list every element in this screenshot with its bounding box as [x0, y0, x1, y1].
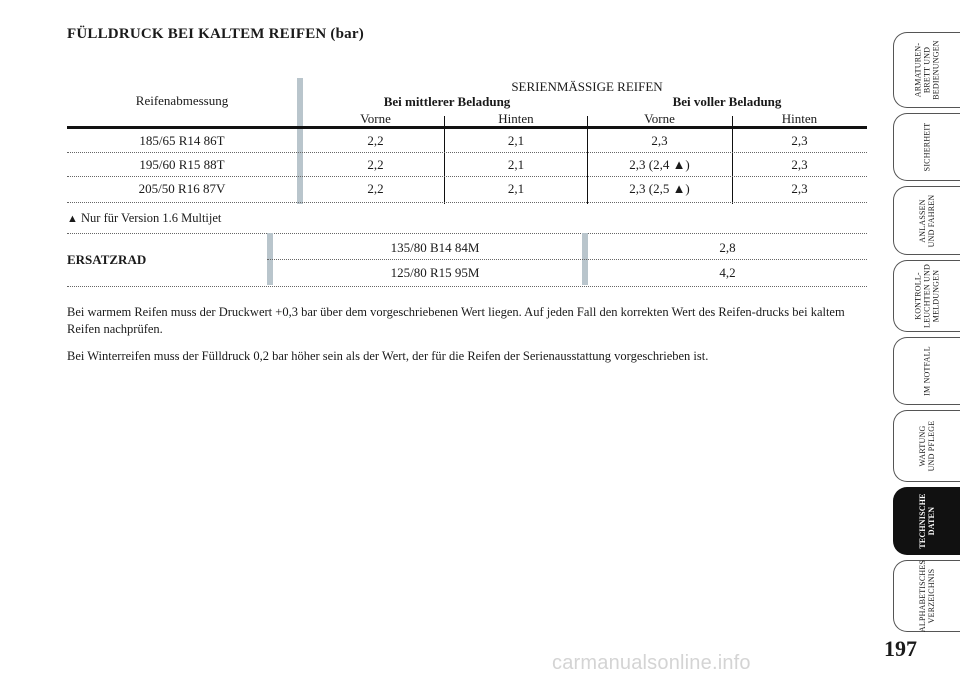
row-divider: [67, 202, 867, 203]
page-number: 197: [884, 636, 917, 661]
page-title: FÜLLDRUCK BEI KALTEM REIFEN (bar): [67, 26, 364, 42]
watermark: carmanualsonline.info: [552, 652, 751, 674]
tab-label: ANLASSEN UND FAHREN: [918, 194, 936, 247]
tab-emergency[interactable]: [893, 337, 960, 405]
header-full-rear: Hinten: [781, 111, 818, 126]
tab-starting-driving[interactable]: [893, 186, 960, 255]
triangle-icon: ▲: [67, 213, 78, 225]
header-mid-rear: Hinten: [498, 111, 534, 126]
value-cell: 2,3: [791, 181, 808, 196]
tire-pressure-table: [67, 78, 867, 204]
spare-value-cell: 2,8: [719, 240, 736, 255]
spare-size-cell: 125/80 R15 95M: [390, 265, 480, 280]
row-divider: [67, 152, 867, 153]
tab-safety[interactable]: [893, 113, 960, 181]
row-divider: [67, 286, 867, 287]
header-tire-size: Reifenabmessung: [135, 93, 229, 108]
value-cell: 2,3: [651, 133, 668, 148]
header-full-front: Vorne: [644, 111, 675, 126]
tire-size-cell: 195/60 R15 88T: [139, 157, 225, 172]
tab-maintenance[interactable]: [893, 410, 960, 482]
spare-wheel-label: ERSATZRAD: [67, 252, 147, 267]
value-cell: 2,1: [507, 157, 525, 172]
spare-size-cell: 135/80 B14 84M: [390, 240, 480, 255]
tab-label: ALPHABETISCHES VERZEICHNIS: [918, 559, 936, 633]
header-mid-front: Vorne: [360, 111, 391, 126]
tab-label: SICHERHEIT: [922, 122, 932, 172]
row-divider: [267, 259, 867, 260]
tab-label: ARMATUREN- BRETT UND BEDIENUNGEN: [913, 40, 941, 100]
tab-dashboard-controls[interactable]: [893, 32, 960, 108]
footnote: [67, 211, 221, 226]
tab-label: WARTUNG UND PFLEGE: [918, 420, 936, 472]
tab-label: IM NOTFALL: [922, 346, 932, 396]
value-cell: 2,2: [367, 157, 384, 172]
value-cell: 2,3 (2,4 ▲): [629, 157, 690, 172]
value-cell: 2,2: [367, 181, 384, 196]
value-cell: 2,3 (2,5 ▲): [629, 181, 690, 196]
header-rule: [67, 126, 867, 129]
paragraph-warm-tires: Bei warmem Reifen muss der Druckwert +0,3 bar über dem vorgeschriebenen Wert liegen. Auf jeden Fall den korrekten Wert des Reifen-drucks bei kaltem Reifen nachprüfen.: [67, 305, 845, 336]
tab-technical-data[interactable]: [893, 487, 960, 555]
value-cell: 2,1: [507, 133, 525, 148]
tab-index[interactable]: [893, 560, 960, 632]
header-standard-tires: SERIENMÄSSIGE REIFEN: [511, 79, 663, 94]
tab-label: TECHNISCHE DATEN: [918, 493, 936, 549]
tire-size-cell: 185/65 R14 86T: [139, 133, 225, 148]
spare-wheel-table: [295, 233, 867, 285]
tab-label: KONTROLL- LEUCHTEN UND MELDUNGEN: [913, 264, 941, 328]
value-cell: 2,3: [791, 157, 808, 172]
header-medium-load: Bei mittlerer Beladung: [383, 94, 511, 109]
value-cell: 2,1: [507, 181, 525, 196]
footnote-text: Nur für Version 1.6 Multijet: [81, 211, 222, 225]
value-cell: 2,3: [791, 133, 808, 148]
header-full-load: Bei voller Beladung: [672, 94, 782, 109]
tab-warning-lights[interactable]: [893, 260, 960, 332]
tire-size-cell: 205/50 R16 87V: [138, 181, 226, 196]
table-column-divider: [297, 78, 303, 204]
paragraph-winter-tires: Bei Winterreifen muss der Fülldruck 0,2 bar höher sein als der Wert, der für die Reifen der Serienausstattung vorgeschrieben ist.: [67, 349, 709, 363]
spare-value-cell: 4,2: [719, 265, 736, 280]
row-divider: [67, 176, 867, 177]
value-cell: 2,2: [367, 133, 384, 148]
